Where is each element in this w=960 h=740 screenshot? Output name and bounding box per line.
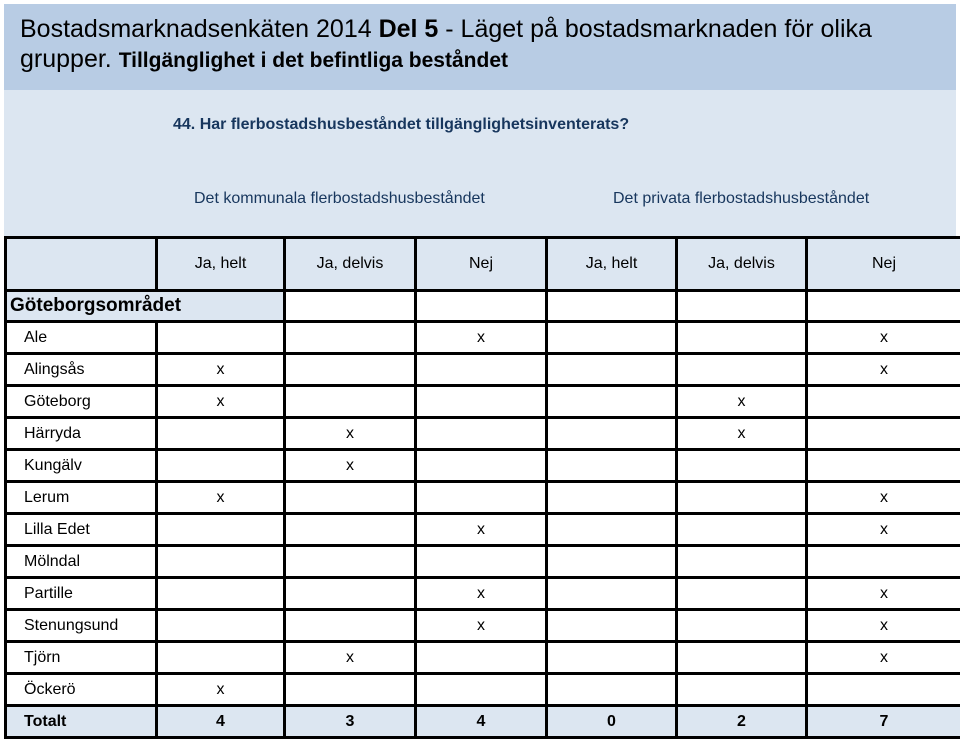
column-header: Ja, delvis [286,239,414,289]
table-cell [548,579,675,608]
table-cell [678,515,805,544]
table-cell [548,643,675,672]
table-cell: x [417,515,545,544]
table-cell [286,483,414,512]
table-cell [158,451,283,480]
table-cell [548,451,675,480]
table-cell: x [678,387,805,416]
table-row [7,323,960,352]
table-row [7,579,960,608]
title-line2-sub: Tillgänglighet i det befintliga beståndet [118,49,508,72]
table-cell [417,419,545,448]
row-label: Ale [7,323,155,352]
table-cell: x [808,483,960,512]
table-cell [158,515,283,544]
table-cell [678,323,805,352]
total-cell: 4 [417,707,545,736]
table-cell [417,451,545,480]
column-header: Ja, helt [158,239,283,289]
title-part1: Bostadsmarknadsenkäten 2014 [20,15,379,43]
table-cell: x [286,451,414,480]
title-part-bold: Del 5 [378,15,439,43]
table-cell [548,323,675,352]
table-cell [286,323,414,352]
table-row [7,451,960,480]
row-label: Härryda [7,419,155,448]
table-cell: x [286,419,414,448]
table-cell [417,643,545,672]
total-cell: 2 [678,707,805,736]
page-subtitle [20,44,508,76]
table-cell [548,355,675,384]
table-cell: x [158,675,283,704]
column-header: Nej [808,239,960,289]
table-row [7,419,960,448]
table-cell [548,515,675,544]
row-label: Lerum [7,483,155,512]
table-cell [286,579,414,608]
table-row [7,611,960,640]
table-cell [417,355,545,384]
table-cell [808,451,960,480]
table-cell [808,675,960,704]
table-cell [158,323,283,352]
table-cell [417,387,545,416]
table-cell: x [678,419,805,448]
table-cell: x [286,643,414,672]
total-label: Totalt [7,707,155,736]
section-cell [548,292,675,320]
table-row [7,547,960,576]
column-header: Ja, helt [548,239,675,289]
header-blank-cell [7,239,155,289]
table-row [7,355,960,384]
table-cell [548,483,675,512]
table-cell [417,675,545,704]
row-label: Lilla Edet [7,515,155,544]
table-cell: x [158,387,283,416]
total-cell: 0 [548,707,675,736]
group-header-privat: Det privata flerbostadshusbeståndet [613,190,870,207]
section-label: Göteborgsområdet [7,292,283,320]
column-header: Ja, delvis [678,239,805,289]
total-cell: 3 [286,707,414,736]
table-cell [548,419,675,448]
table-row [7,675,960,704]
total-cell: 7 [808,707,960,736]
row-label: Stenungsund [7,611,155,640]
table-cell [158,547,283,576]
table-cell: x [808,611,960,640]
column-header: Nej [417,239,545,289]
group-header-kommunal: Det kommunala flerbostadshusbeståndet [194,190,485,207]
table-cell [678,611,805,640]
row-label: Tjörn [7,643,155,672]
table-cell: x [158,355,283,384]
total-row [7,707,960,736]
section-cell [286,292,414,320]
title-part2: - Läget på bostadsmarknaden för olika [438,15,872,43]
table-cell [286,675,414,704]
table-cell [548,387,675,416]
table-row [7,483,960,512]
table-cell [678,483,805,512]
table-cell [158,419,283,448]
table-cell [286,355,414,384]
table-cell [158,643,283,672]
table-cell [548,547,675,576]
row-label: Mölndal [7,547,155,576]
table-cell [678,579,805,608]
table-cell [678,451,805,480]
table-row [7,515,960,544]
table-cell: x [808,643,960,672]
table-cell [678,643,805,672]
row-label: Öckerö [7,675,155,704]
table-cell [678,547,805,576]
table-cell [548,675,675,704]
table-cell [808,419,960,448]
table-cell: x [158,483,283,512]
row-label: Göteborg [7,387,155,416]
row-label: Alingsås [7,355,155,384]
question-text: 44. Har flerbostadshusbeståndet tillgänglighetsinventerats? [173,116,630,133]
table-cell [808,547,960,576]
table-cell [286,611,414,640]
table-cell [678,675,805,704]
page-title [20,14,872,44]
table-cell [678,355,805,384]
table-row [7,387,960,416]
table-cell: x [808,579,960,608]
table-cell: x [808,323,960,352]
section-row [7,292,960,320]
section-cell [808,292,960,320]
table-cell [286,515,414,544]
section-cell [417,292,545,320]
table-cell: x [808,515,960,544]
row-label: Partille [7,579,155,608]
table-cell: x [808,355,960,384]
table-cell: x [417,579,545,608]
table-cell [808,387,960,416]
table-cell: x [417,323,545,352]
table-cell [158,579,283,608]
table-cell [286,387,414,416]
table-cell [417,483,545,512]
table-cell: x [417,611,545,640]
table-cell [158,611,283,640]
table-cell [548,611,675,640]
column-header-row [7,239,960,289]
table-row [7,643,960,672]
results-table [4,236,960,739]
row-label: Kungälv [7,451,155,480]
total-cell: 4 [158,707,283,736]
table-cell [417,547,545,576]
section-cell [678,292,805,320]
table-cell [286,547,414,576]
title-line2-start: grupper. [20,45,119,73]
